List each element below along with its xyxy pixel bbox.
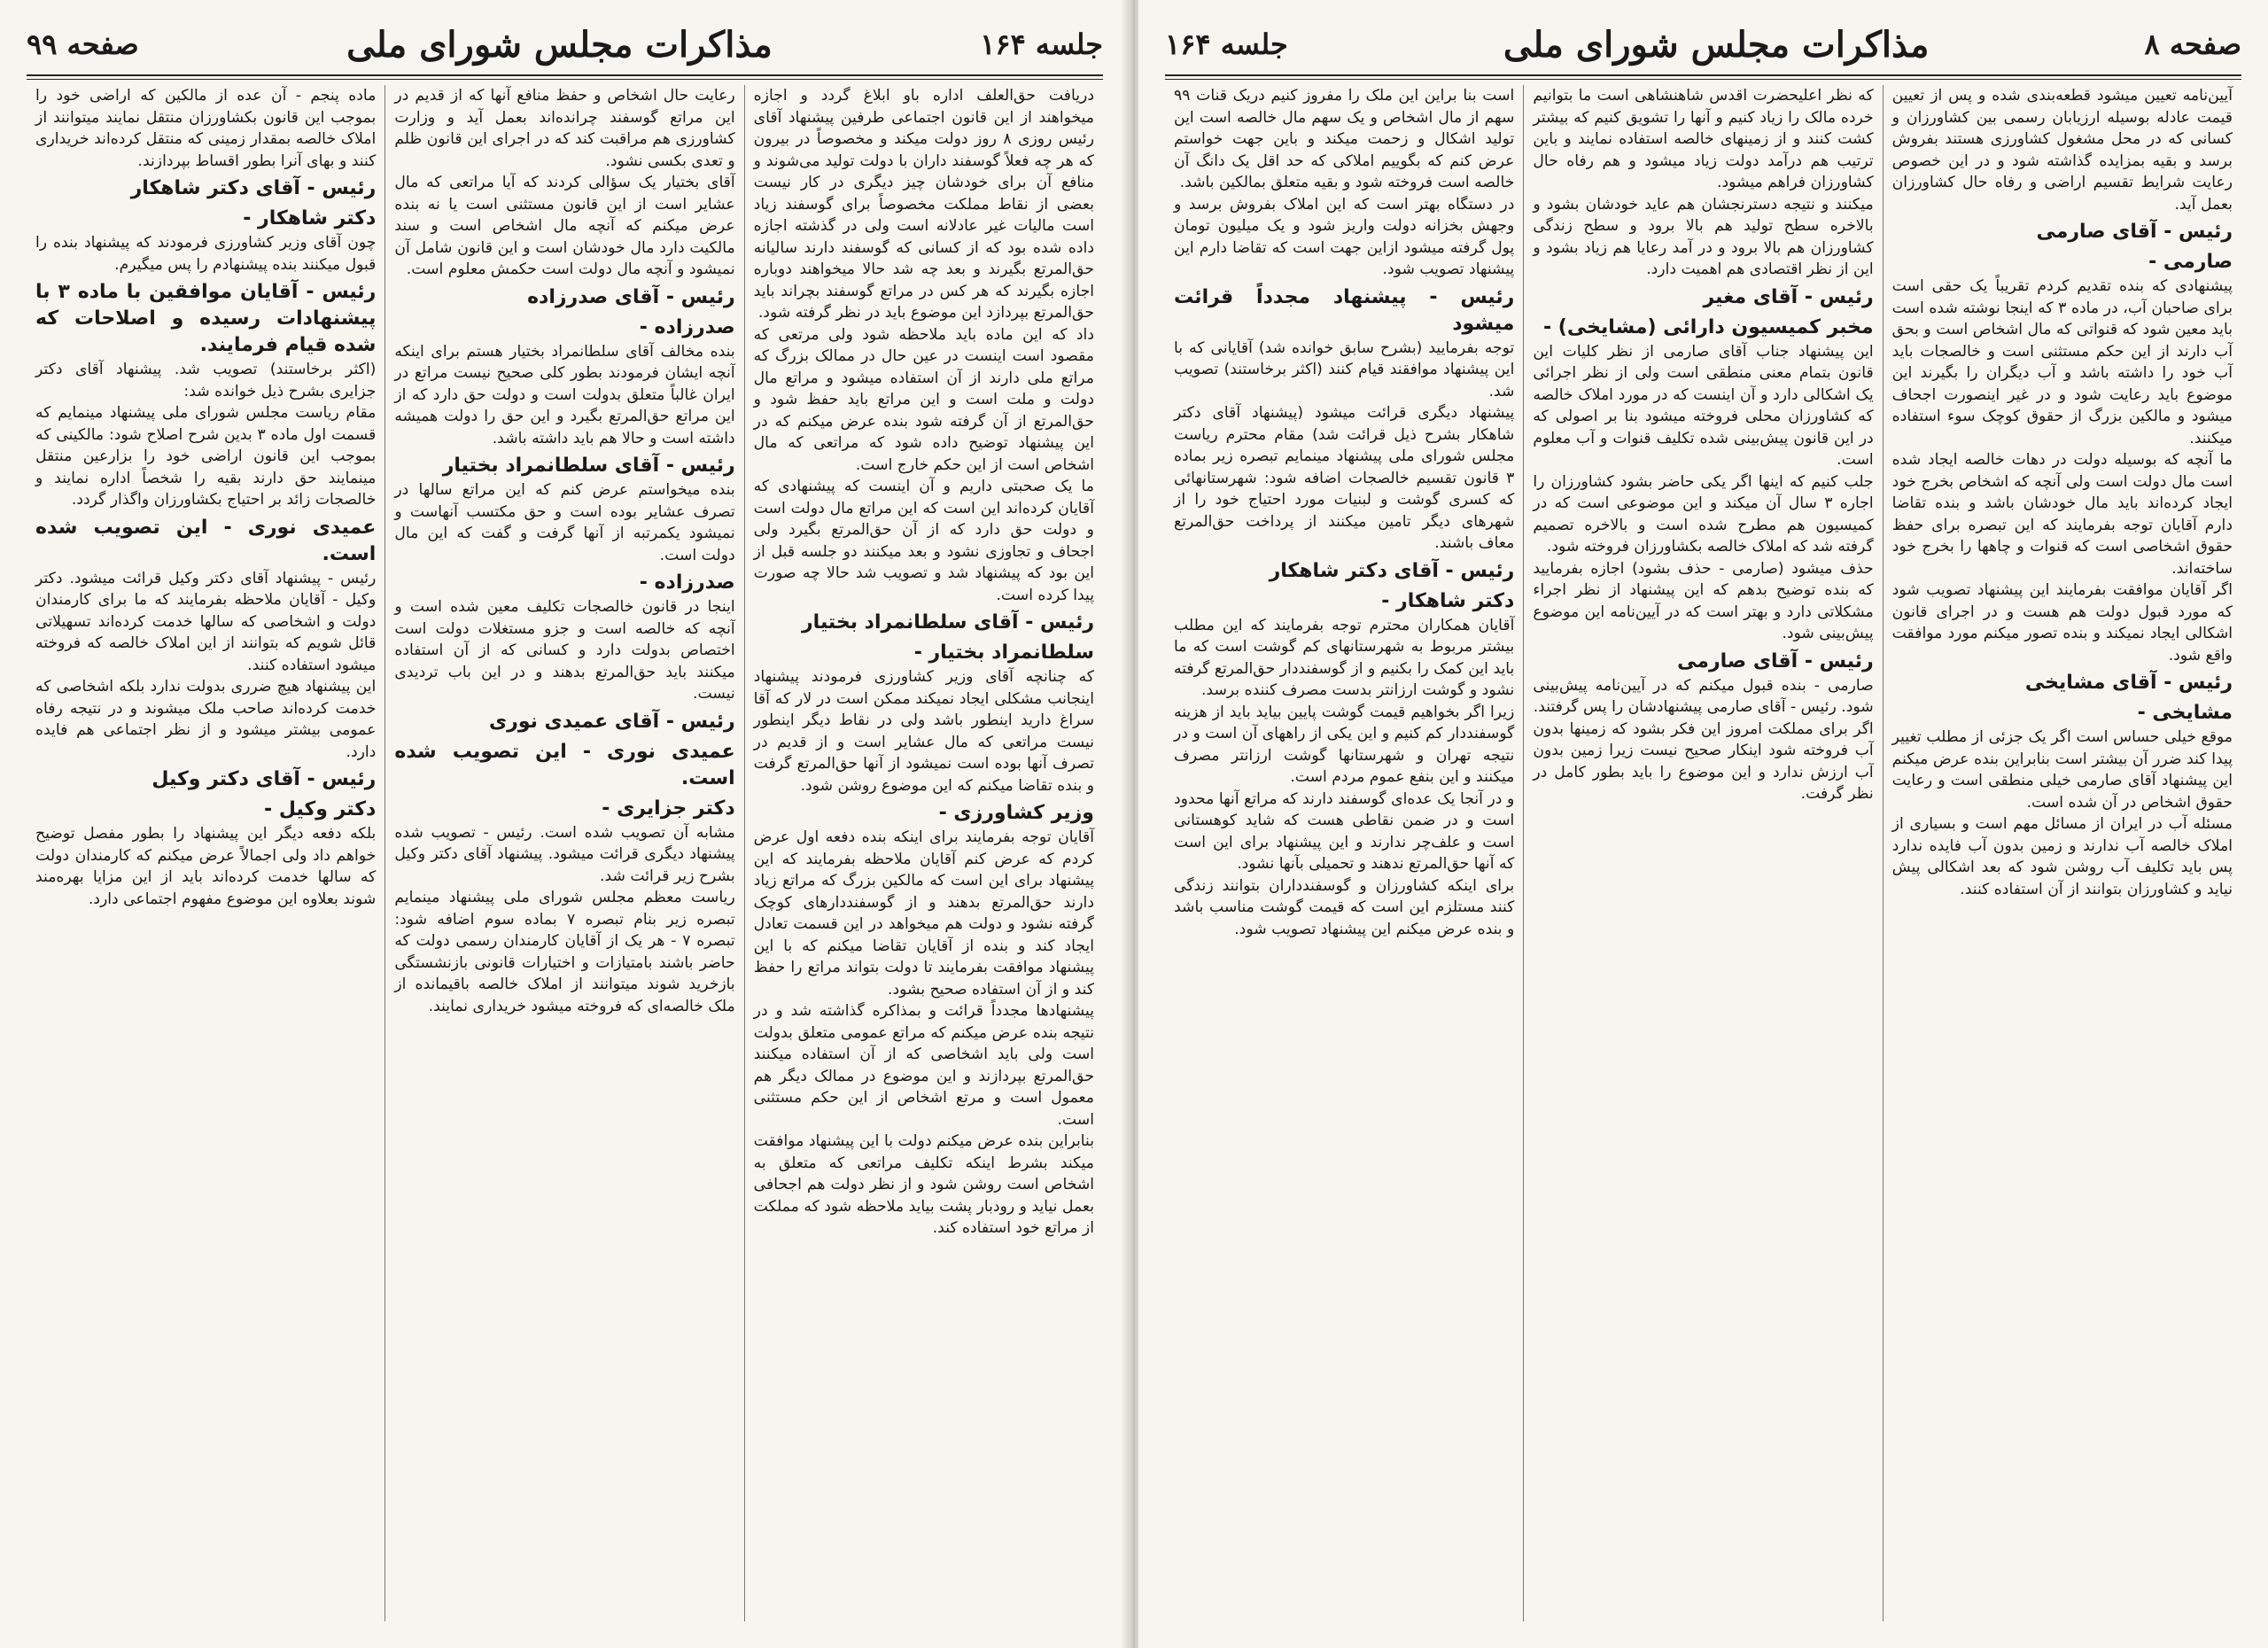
paragraph: رئیس - پیشنهاد آقای دکتر وکیل قرائت میشود. دکتر وکیل - آقایان ملاحظه بفرمایند که ما برای کارمندان دولت و اشخاصی که سالها خدمت کرده‌اند تسهیلاتی قائل شویم که بتوانند از این املاک خالصه که فروخته میشود استفاده کنند.: [35, 569, 377, 674]
paragraph: است بنا براین این ملک را مفروز کنیم دریک قنات ۹۹ سهم از مال اشخاص و یک سهم مال خالصه است این تولید اشکال و زحمت میکند و باین جهت خواستم عرض کنم که بگوییم املاکی که حد اقل یک دانگ آن خالصه است فروخته شود و بقیه متعلق بمالکین باشد.: [1174, 87, 1515, 191]
paragraph: رعایت حال اشخاص و حفظ منافع آنها که از قدیم در این مراتع گوسفند چرانده‌اند بعمل آید و وزارت کشاورزی هم مراقبت کند که در اجرای این قانون ظلم و تعدی بکسی نشود.: [394, 87, 735, 170]
paragraph: که نظر اعلیحضرت اقدس شاهنشاهی است ما بتوانیم خرده مالک را زیاد کنیم و آنها را تشویق کنیم که بیشتر کشت کنند و از زمینهای خالصه استفاده نمایند و باین ترتیب هم درآمد دولت زیاد میشود و هم رفاه حال کشاورزان فراهم میشود.: [1533, 87, 1874, 191]
right-session-label: جلسه ۱۶۴: [1165, 27, 1288, 61]
paragraph: که چنانچه آقای وزیر کشاورزی فرمودند پیشنهاد اینجانب مشکلی ایجاد نمیکند ممکن است در لار که آقا سراغ دارید اینطور باشد ولی در نقاط دیگر اینطور نیست مراتعی که مال عشایر است و از قدیم در تصرف آنها بوده است نمیشود از آنها حق‌المرتع گرفت و بنده تقاضا میکنم که این موضوع روشن شود.: [753, 668, 1094, 795]
right-page-header: [1165, 19, 2241, 69]
right-page: [1138, 0, 2268, 1648]
paragraph: در دستگاه بهتر است که این املاک بفروش برسد و وجهش بخزانه دولت واریز شود و یک میلیون تومان پول گرفته میشود ازاین جهت است که تقاضا دارم این پیشنهاد تصویب شود.: [1174, 195, 1515, 278]
speaker-heading: عمیدی نوری - این تصویب شده است.: [394, 740, 735, 789]
paragraph: آقایان همکاران محترم توجه بفرمایند که این مطلب بیشتر مربوط به شهرستانهای کم گوشت است که ما باید این کمک را بکنیم و از گوسفنددار حق‌المرتع گرفته نشود و گوشت ارزانتر بدست مصرف کننده برسد.: [1174, 616, 1515, 699]
paragraph: حذف میشود (صارمی - حذف بشود) اجازه بفرمایید که بنده توضیح بدهم که این پیشنهاد از نظر اجراء مشکلاتی دارد و بهتر است که در آیین‌نامه این موضوع پیش‌بینی شود.: [1533, 559, 1874, 642]
speaker-heading: رئیس - آقای دکتر شاهکار: [1269, 559, 1515, 582]
speaker-heading: رئیس - پیشنهاد مجدداً قرائت میشود: [1174, 285, 1515, 335]
paragraph: بنابراین بنده عرض میکنم دولت با این پیشنهاد موافقت میکند بشرط اینکه تکلیف مراتعی که متعلق به اشخاص است روشن شود و از نظر دولت هم اجحافی بعمل نیاید و رودبار پشت بیاید ملاحظه شود که مملکت از مراتع خود استفاده کند.: [753, 1132, 1094, 1237]
speaker-heading: رئیس - آقایان موافقین با ماده ۳ با پیشنهادات رسیده و اصلاحات که شده قیام فرمایند.: [35, 281, 377, 356]
right-page-number: صفحه ۸: [2144, 27, 2241, 61]
paragraph: ماده پنجم - آن عده از مالکین که اراضی خود را بموجب این قانون بکشاورزان منتقل نمایند میتوانند از املاک خالصه بمقدار زمینی که منتقل کرده‌اند خریداری کنند و بهای آنرا بطور اقساط بپردازند.: [35, 87, 377, 170]
speaker-heading: رئیس - آقای سلطانمراد بختیار: [802, 611, 1094, 634]
speaker-heading: مخبر کمیسیون دارائی (مشایخی) -: [1542, 315, 1874, 338]
right-column-1: [1884, 85, 2241, 1621]
paragraph: آقایان توجه بفرمایند برای اینکه بنده دفعه اول عرض کردم که عرض کنم آقایان ملاحظه بفرمایند که این پیشنهاد برای این است که مالکین بزرگ که مراتع زیاد دارند حق‌المرتع بدهند و از گوسفنددارهای کوچک گرفته نشود و دولت هم میخواهد در این قسمت تعادل ایجاد کند و بنده از آقایان تقاضا میکنم که با این پیشنهاد موافقت بفرمایند تا دولت بتواند مراتع را حفظ کند و از آن استفاده صحیح بشود.: [753, 828, 1094, 999]
paragraph: بنده میخواستم عرض کنم که این مراتع سالها در تصرف عشایر بوده است و حق مکتسب آنهاست و نمیشود یکمرتبه از آنها گرفت و گفت که این مال دولت است.: [394, 481, 735, 564]
speaker-heading: مشایخی -: [2137, 702, 2233, 724]
right-page-title: مذاکرات مجلس شورای ملی: [1503, 23, 1930, 66]
paragraph: مسئله آب در ایران از مسائل مهم است و بسیاری از املاک خالصه آب ندارند و زمین بدون آب فایده ندارد پس باید تکلیف آب روشن شود که بعد اشکالی پیش نیاید و کشاورزان بتوانند از آن استفاده کنند.: [1891, 815, 2233, 898]
paragraph: برای اینکه کشاورزان و گوسفندداران بتوانند زندگی کنند مستلزم این است که قیمت گوشت مناسب باشد و بنده عرض میکنم این پیشنهاد تصویب شود.: [1174, 876, 1515, 938]
paragraph: بلکه دفعه دیگر این پیشنهاد را بطور مفصل توضیح خواهم داد ولی اجمالاً عرض میکنم که کارمندان دولت که سالها خدمت کرده‌اند باید از این مزایا بهره‌مند شوند بعلاوه این موضوع مفهوم اجتماعی دارد.: [35, 825, 377, 908]
speaker-heading: صدرزاده -: [639, 571, 735, 594]
left-column-2: [385, 85, 744, 1621]
left-columns: [27, 85, 1103, 1621]
paragraph: ما آنچه که بوسیله دولت در دهات خالصه ایجاد شده است مال دولت است ولی آنچه که اشخاص بخرج خود ایجاد کرده‌اند باید مال خودشان باشد و بنده تقاضا دارم آقایان توجه بفرمایند که این تبصره برای حفظ حقوق اشخاصی است که قنوات و چاهها را بخرج خود ساخته‌اند.: [1891, 451, 2233, 578]
paragraph: صارمی - بنده قبول میکنم که در آیین‌نامه پیش‌بینی شود. رئیس - آقای صارمی پیشنهادشان را پس گرفتند.: [1533, 676, 1874, 716]
paragraph: آیین‌نامه تعیین میشود قطعه‌بندی شده و پس از تعیین قیمت عادله بوسیله ارزیابان رسمی بین کشاورزان و کسانی که در محل مشغول کشاورزی هستند بفروش برسد و بقیه بمزایده گذاشته شود و در این خصوص رعایت شرایط تقسیم اراضی و رفاه حال کشاورزان بعمل آید.: [1891, 87, 2233, 214]
speaker-heading: رئیس - آقای عمیدی نوری: [489, 710, 735, 733]
right-header-rule: [1165, 74, 2241, 80]
paragraph: زیرا اگر بخواهیم قیمت گوشت پایین بیاید باید از هزینه گوسفنددار کم کنیم و این یکی از راههای آن است و در نتیجه تهران و شهرستانها گوشت ارزانتر مصرف میکنند و این بنفع عموم مردم است.: [1174, 703, 1515, 786]
paragraph: داد که این ماده باید ملاحظه شود ولی مرتعی که مقصود است اینست در عین حال در ممالک بزرگ که مراتع ملی دارند از آن استفاده میشود و مراتع مال دولت و ملت است و این مراتع باید حفظ شود و حق‌المرتع از آن گرفته شود بنده عرض میکنم که در این پیشنهاد توضیح داده شود که مراتعی که مال اشخاص است از این حکم خارج است.: [753, 325, 1094, 474]
paragraph: ما یک صحبتی داریم و آن اینست که پیشنهادی که آقایان کرده‌اند این است که این مراتع مال دولت است و دولت حق دارد که از آن حق‌المرتع بگیرد ولی اجحاف و تجاوزی نشود و بعد میکنند دو جلسه قبل از این بود که پیشنهاد شد و تصویب شد حالا چه صورت پیدا کرده است.: [753, 478, 1094, 604]
right-columns: [1165, 85, 2241, 1621]
paragraph: پیشنهادها مجدداً قرائت و بمذاکره گذاشته شد و در نتیجه بنده عرض میکنم که مراتع عمومی متعلق بدولت است ولی باید اشخاصی که از آن استفاده میکنند حق‌المرتع بپردازند و این موضوع در ممالک دیگر هم معمول است و مرتع اشخاص از این حکم مستثنی است.: [753, 1002, 1094, 1129]
paragraph: این پیشنهاد جناب آقای صارمی از نظر کلیات این قانون بتمام معنی منطقی است ولی از نظر اجرائی یک اشکالی دارد و آن اینست که در مورد املاک خالصه که کشاورزان محلی فروخته میشود بنا بر اصولی که در این قانون پیش‌بینی شده تکلیف قنوات و آب معلوم است.: [1533, 342, 1874, 469]
paragraph: پیشنهاد دیگری قرائت میشود (پیشنهاد آقای دکتر شاهکار بشرح ذیل قرائت شد) مقام محترم ریاست مجلس شورای ملی پیشنهاد مینمایم تبصره زیر بماده ۳ قانون تقسیم خالصجات اضافه شود: شهرستانهائی که کسری گوشت و لبنیات مورد احتیاج خود را از شهرهای دیگر تامین میکنند از پرداخت حق‌المرتع معاف باشند.: [1174, 404, 1515, 552]
speaker-heading: رئیس - آقای مشایخی: [2024, 672, 2233, 694]
speaker-heading: دکتر وکیل -: [264, 798, 377, 820]
speaker-heading: رئیس - آقای سلطانمراد بختیار: [442, 455, 735, 477]
speaker-heading: رئیس - آقای دکتر شاهکار: [130, 177, 377, 199]
paragraph: دریافت حق‌العلف اداره باو ابلاغ گردد و اجازه میخواهند از این قانون اجتماعی طرفین پیشنهاد آقای رئیس روزی ۸ روز دولت میکند و مخصوصاً در بیرون که هر چه فعلاً گوسفند داران با دولت تولید می‌شوند و منافع آن برای خودشان چیز دیگری در کار نیست بعضی از نقاط مملکت مخصوصاً برای گوسفند زیاد است مالیات غیر عادلانه است ولی در گذشته اجازه داده شده بود که از کسانی که گوسفند دارند سالیانه حق‌المرتع بگیرند و بعد چه شد حالا میخواهند دوباره اجازه بگیرند که هر کس در مراتع گوسفند بچراند باید حق‌المرتع بپردازد این موضوع باید در نظر گرفته شود.: [753, 87, 1094, 322]
paragraph: (اکثر برخاستند) تصویب شد. پیشنهاد آقای دکتر جزایری بشرح ذیل خوانده شد:: [35, 361, 377, 400]
paragraph: مقام ریاست مجلس شورای ملی پیشنهاد مینمایم که قسمت اول ماده ۳ بدین شرح اصلاح شود: مالکینی که بموجب این قانون اراضی خود را بزارعین منتقل مینمایند حق دارند بقیه را شخصاً اداره نمایند و خالصجات زائد بر احتیاج بکشاورزان واگذار گردد.: [35, 404, 377, 509]
right-column-3: [1165, 85, 1524, 1621]
left-page-number: صفحه ۹۹: [27, 27, 139, 61]
speaker-heading: وزیر کشاورزی -: [938, 802, 1094, 824]
speaker-heading: دکتر شاهکار -: [243, 207, 377, 229]
paragraph: این پیشنهاد هیچ ضرری بدولت ندارد بلکه اشخاصی که خدمت کرده‌اند صاحب ملک میشوند و در نتیجه رفاه عمومی بیشتر میشود و از نظر اجتماعی هم فایده دارد.: [35, 678, 377, 761]
paragraph: چون آقای وزیر کشاورزی فرمودند که پیشنهاد بنده را قبول میکنند بنده پیشنهادم را پس میگیرم.: [35, 234, 377, 274]
paragraph: مشابه آن تصویب شده است. رئیس - تصویب شده پیشنهاد دیگری قرائت میشود. پیشنهاد آقای دکتر وکیل بشرح زیر قرائت شد.: [394, 823, 735, 885]
paragraph: آقای بختیار یک سؤالی کردند که آیا مراتعی که مال عشایر است از این قانون مستثنی است یا نه بنده عرض میکنم که آنچه مال اشخاص است و سند مالکیت دارد مال خودشان است و این قانون شامل آن نمیشود و آنچه مال دولت است حکمش معلوم است.: [394, 174, 735, 278]
speaker-heading: رئیس - آقای صارمی: [2036, 221, 2233, 243]
left-session-label: جلسه ۱۶۴: [980, 27, 1103, 61]
paragraph: اگر برای مملکت امروز این فکر بشود که زمینها بدون آب فروخته شود اینکار صحیح نیست زیرا زمین بدون آب ارزش ندارد و این موضوع را باید بطور کامل در نظر گرفت.: [1533, 719, 1874, 803]
left-page-title: مذاکرات مجلس شورای ملی: [346, 23, 773, 66]
speaker-heading: صدرزاده -: [639, 315, 735, 338]
right-column-2: [1524, 85, 1883, 1621]
speaker-heading: رئیس - آقای صارمی: [1677, 649, 1874, 672]
speaker-heading: سلطانمراد بختیار -: [913, 641, 1094, 664]
paragraph: جلب کنیم که اینها اگر یکی حاضر بشود کشاورزان را اجاره ۳ سال آن میکند و این موضوعی است که در کمیسیون هم مطرح شده است و بالاخره تصمیم گرفته شد که املاک خالصه بکشاورزان فروخته شود.: [1533, 472, 1874, 556]
paragraph: و در آنجا یک عده‌ای گوسفند دارند که مراتع آنها محدود است و در ضمن نقاطی هست که شاید کوهستانی است و علف‌چر ندارند و این پیشنهاد برای این است که آنها حق‌المرتع ندهند و تحمیلی بآنها نشود.: [1174, 789, 1515, 873]
paragraph: ریاست معظم مجلس شورای ملی پیشنهاد مینمایم تبصره زیر بنام تبصره ۷ بماده سوم اضافه شود: تبصره ۷ - هر یک از آقایان کارمندان رسمی دولت که حاضر باشند بامتیازات و اختیارات قانونی بازنشستگی بازخرید شوند میتوانند از املاک خالصه باقیمانده از ملک خالصه‌ای که فروخته میشود خریداری نمایند.: [394, 889, 735, 1015]
paragraph: بنده مخالف آقای سلطانمراد بختیار هستم برای اینکه آنچه ایشان فرمودند بطور کلی صحیح نیست مراتع در ایران غالباً متعلق بدولت است و دولت حق دارد که از این مراتع حق‌المرتع بگیرد و این حق را دولت همیشه داشته است و حالا هم باید داشته باشد.: [394, 342, 735, 447]
paragraph: توجه بفرمایید (بشرح سابق خوانده شد) آقایانی که با این پیشنهاد موافقند قیام کنند (اکثر برخاستند) تصویب شد.: [1174, 338, 1515, 400]
speaker-heading: رئیس - آقای مغیر: [1703, 285, 1874, 308]
left-column-3: [27, 85, 385, 1621]
speaker-heading: دکتر جزایری -: [602, 797, 735, 820]
paragraph: اگر آقایان موافقت بفرمایند این پیشنهاد تصویب شود که مورد قبول دولت هم هست و در اجرای قانون اشکالی ایجاد نمیکند و بنده تصور میکنم مورد موافقت واقع شود.: [1891, 581, 2233, 665]
left-column-1: [745, 85, 1103, 1621]
paragraph: موقع خیلی حساس است اگر یک جزئی از مطلب تغییر پیدا کند ضرر آن بیشتر است بنابراین بنده عرض میکنم این پیشنهاد آقای صارمی خیلی منطقی است و رعایت حقوق اشخاص در آن شده است.: [1891, 728, 2233, 812]
speaker-heading: صارمی -: [2148, 251, 2233, 273]
left-page-header: [27, 19, 1103, 69]
speaker-heading: رئیس - آقای صدرزاده: [527, 285, 735, 308]
left-header-rule: [27, 74, 1103, 80]
speaker-heading: دکتر شاهکار -: [1381, 589, 1515, 612]
speaker-heading: رئیس - آقای دکتر وکیل: [151, 768, 377, 790]
paragraph: پیشنهادی که بنده تقدیم کردم تقریباً یک حقی است برای صاحبان آب، در ماده ۳ که اینجا نوشته شده است باید معین شود که قنواتی که مال اشخاص است و بحق آب دارند از این حکم مستثنی است و خالصجات باید آب خود را داشته باشد و آب دیگران را بگیرند این موضوع باید رعایت شود و در غیر اینصورت اجحاف میشود و مالکین بزرگ از حقوق کوچک سوء استفاده میکنند.: [1891, 277, 2233, 447]
paragraph: میکنند و نتیجه دسترنجشان هم عاید خودشان بشود و بالاخره سطح تولید هم بالا برود و سطح زندگی کشاورزان هم بالا برود و در آمد رعایا هم زیاد بشود و این از نظر اقتصادی هم اهمیت دارد.: [1533, 195, 1874, 278]
speaker-heading: عمیدی نوری - این تصویب شده است.: [35, 516, 377, 565]
paragraph: اینجا در قانون خالصجات تکلیف معین شده است و آنچه که خالصه است و جزو مستغلات دولت است اختصاص بدولت دارد و کسانی که از آن استفاده میکنند باید حق‌المرتع بدهند و در این باب تردیدی نیست.: [394, 598, 735, 703]
left-page: [0, 0, 1130, 1648]
